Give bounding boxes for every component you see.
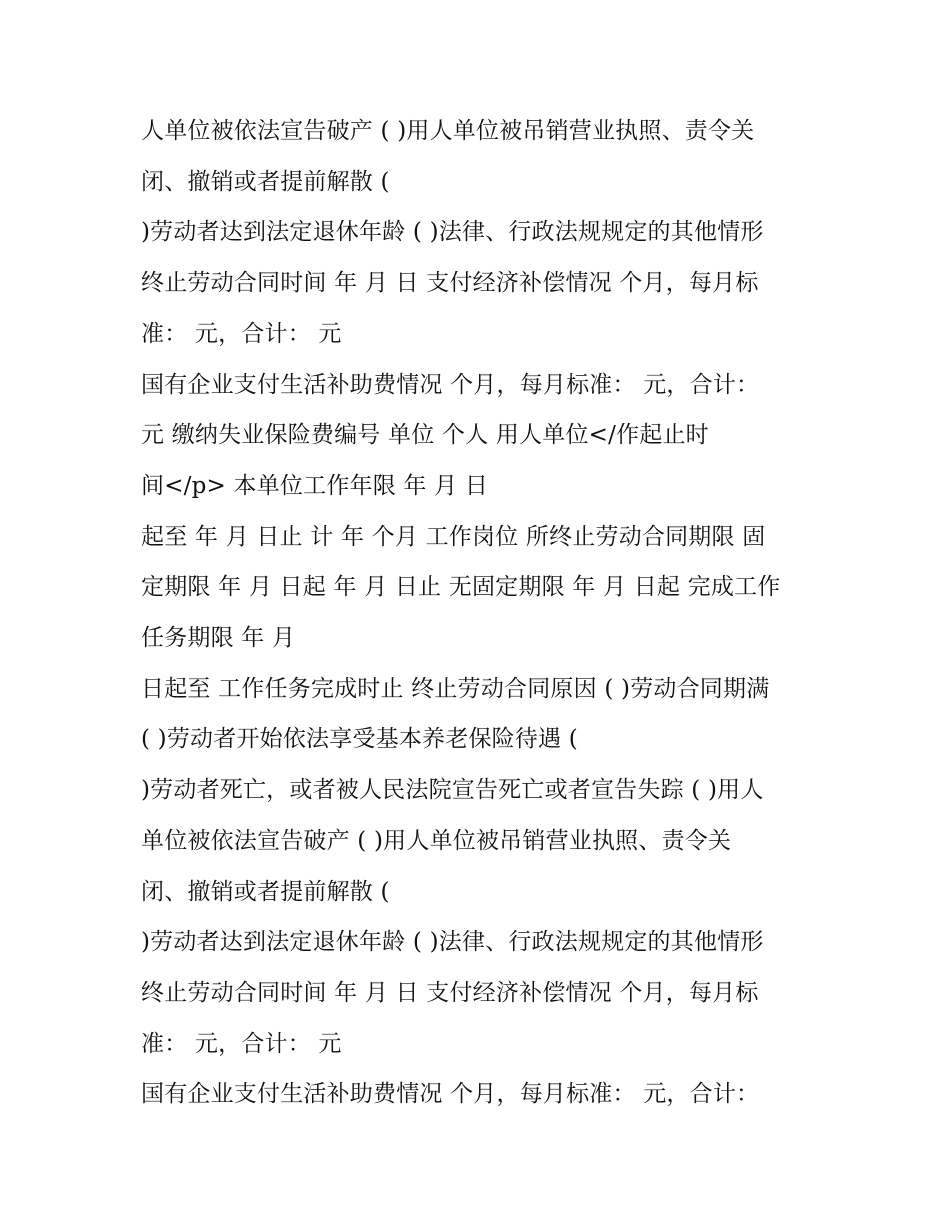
text-line: 日起至 工作任务完成时止 终止劳动合同原因 ( )劳动合同期满 — [141, 675, 770, 702]
text-line: 人单位被依法宣告破产 ( )用人单位被吊销营业执照、责令关 — [141, 118, 755, 144]
text-line: 终止劳动合同时间 年 月 日 支付经济补偿情况 个月，每月标 — [141, 270, 759, 297]
text-line: )劳动者达到法定退休年龄 ( )法律、行政法规规定的其他情形 — [141, 929, 764, 956]
text-line: 单位被依法宣告破产 ( )用人单位被吊销营业执照、责令关 — [141, 827, 732, 854]
text-line: 闭、撤销或者提前解散 ( — [141, 168, 390, 195]
text-line: 任务期限 年 月 — [141, 625, 296, 652]
text-line: 终止劳动合同时间 年 月 日 支付经济补偿情况 个月，每月标 — [141, 979, 759, 1006]
text-line: 起至 年 月 日止 计 年 个月 工作岗位 所终止劳动合同期限 固 — [141, 523, 766, 550]
text-line: 国有企业支付生活补助费情况 个月，每月标准： 元，合计： — [141, 371, 760, 398]
text-line: 国有企业支付生活补助费情况 个月，每月标准： 元，合计： — [141, 1081, 760, 1108]
text-line: 元 缴纳失业保险费编号 单位 个人 用人单位</作起止时 — [141, 422, 709, 449]
text-line: )劳动者死亡，或者被人民法院宣告死亡或者宣告失踪 ( )用人 — [141, 777, 764, 804]
text-line: ( )劳动者开始依法享受基本养老保险待遇 ( — [141, 726, 578, 753]
text-line: 间</p> 本单位工作年限 年 月 日 — [141, 472, 489, 499]
text-line: )劳动者达到法定退休年龄 ( )法律、行政法规规定的其他情形 — [141, 219, 764, 246]
text-line: 准： 元，合计： 元 — [141, 320, 342, 347]
text-line: 闭、撤销或者提前解散 ( — [141, 878, 390, 905]
text-line: 准： 元，合计： 元 — [141, 1030, 342, 1057]
text-line: 定期限 年 月 日起 年 月 日止 无固定期限 年 月 日起 完成工作 — [141, 574, 781, 601]
document-body — [141, 106, 821, 1120]
